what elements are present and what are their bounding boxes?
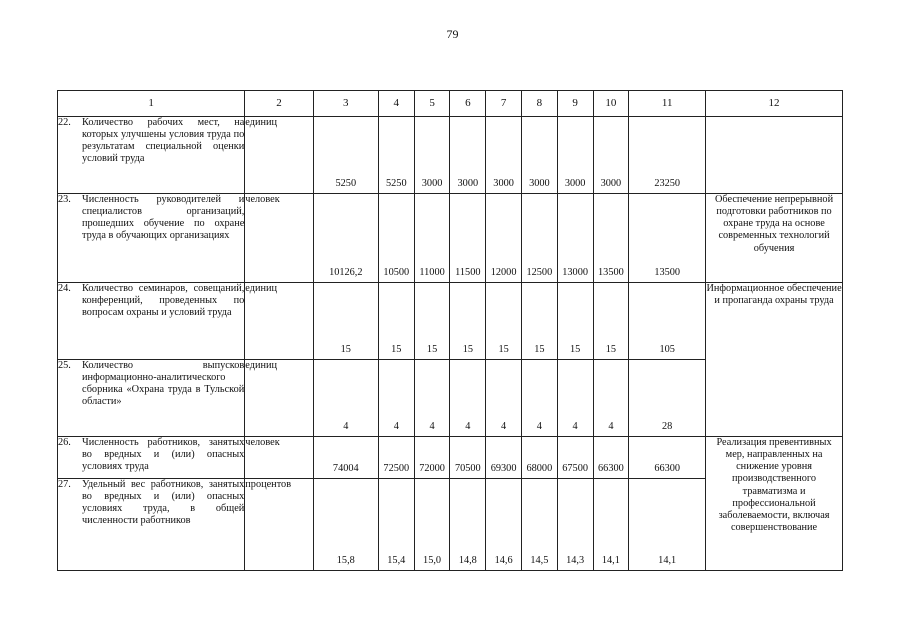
indicator-name-cell [58, 194, 245, 283]
column-header: 1 [58, 91, 245, 117]
value-cell: 5250 [378, 117, 414, 194]
total-value-cell: 66300 [629, 437, 706, 479]
column-header: 12 [706, 91, 843, 117]
value-cell: 14,1 [593, 479, 629, 571]
header-row [58, 91, 843, 117]
value-cell: 3000 [414, 117, 450, 194]
value-cell: 72000 [414, 437, 450, 479]
value-cell: 3000 [486, 117, 522, 194]
value-cell: 11000 [414, 194, 450, 283]
value-cell: 74004 [313, 437, 378, 479]
total-value-cell: 14,1 [629, 479, 706, 571]
note-cell: Обеспечение непрерывной подготовки работников по охране труда на основе современных технологий обучения [706, 194, 843, 283]
indicator-name: Количество рабочих мест, на которых улучшены условия труда по результатам специальной оценки условий труда [82, 117, 245, 165]
column-header: 4 [378, 91, 414, 117]
value-cell: 13500 [593, 194, 629, 283]
value-cell: 12500 [521, 194, 557, 283]
column-header: 9 [557, 91, 593, 117]
indicator-name: Удельный вес работников, занятых во вредных и (или) опасных условиях труда, в общей численности работников [82, 479, 245, 527]
value-cell: 14,5 [521, 479, 557, 571]
value-cell: 70500 [450, 437, 486, 479]
column-header: 10 [593, 91, 629, 117]
value-cell: 15 [450, 283, 486, 360]
value-cell: 15 [521, 283, 557, 360]
value-cell: 4 [557, 360, 593, 437]
unit-cell: единиц [245, 360, 313, 437]
value-cell: 11500 [450, 194, 486, 283]
value-cell: 4 [521, 360, 557, 437]
column-header: 11 [629, 91, 706, 117]
page-number: 79 [446, 27, 459, 41]
unit-cell: человек [245, 194, 313, 283]
table-row [58, 117, 843, 194]
total-value-cell: 23250 [629, 117, 706, 194]
value-cell: 4 [486, 360, 522, 437]
total-value-cell: 28 [629, 360, 706, 437]
row-number: 24. [58, 283, 71, 294]
unit-cell: единиц [245, 117, 313, 194]
note-cell [706, 117, 843, 194]
row-number: 25. [58, 360, 71, 371]
value-cell: 10126,2 [313, 194, 378, 283]
indicator-name: Численность работников, занятых во вредных и (или) опасных условиях труда [82, 437, 245, 473]
value-cell: 15 [313, 283, 378, 360]
value-cell: 15 [414, 283, 450, 360]
note-cell: Реализация превентивных мер, направленных на снижение уровня производственного травматизма и профессиональной заболеваемости, включая совершенствование [706, 437, 843, 571]
row-number: 26. [58, 437, 71, 448]
row-number: 27. [58, 479, 71, 490]
row-number: 23. [58, 194, 71, 205]
indicator-name-cell [58, 117, 245, 194]
indicator-name-cell [58, 283, 245, 360]
column-header: 5 [414, 91, 450, 117]
column-header: 8 [521, 91, 557, 117]
value-cell: 15 [557, 283, 593, 360]
value-cell: 3000 [593, 117, 629, 194]
total-value-cell: 13500 [629, 194, 706, 283]
column-header: 6 [450, 91, 486, 117]
value-cell: 15 [486, 283, 522, 360]
value-cell: 69300 [486, 437, 522, 479]
indicator-name: Количество семинаров, совещаний, конференций, проведенных по вопросам охраны и условий труда [82, 283, 245, 319]
unit-cell: единиц [245, 283, 313, 360]
value-cell: 15 [378, 283, 414, 360]
column-header: 2 [245, 91, 313, 117]
indicator-name-cell [58, 360, 245, 437]
table-row [58, 437, 843, 479]
indicator-name-cell [58, 479, 245, 571]
value-cell: 4 [593, 360, 629, 437]
value-cell: 4 [378, 360, 414, 437]
column-header: 7 [486, 91, 522, 117]
value-cell: 15,0 [414, 479, 450, 571]
value-cell: 67500 [557, 437, 593, 479]
indicators-table [57, 90, 843, 571]
value-cell: 72500 [378, 437, 414, 479]
value-cell: 14,3 [557, 479, 593, 571]
value-cell: 12000 [486, 194, 522, 283]
value-cell: 15 [593, 283, 629, 360]
indicator-name-cell [58, 437, 245, 479]
value-cell: 14,8 [450, 479, 486, 571]
table-row [58, 283, 843, 360]
table-row [58, 194, 843, 283]
value-cell: 3000 [557, 117, 593, 194]
value-cell: 10500 [378, 194, 414, 283]
value-cell: 5250 [313, 117, 378, 194]
column-header: 3 [313, 91, 378, 117]
total-value-cell: 105 [629, 283, 706, 360]
row-number: 22. [58, 117, 71, 128]
value-cell: 4 [313, 360, 378, 437]
value-cell: 14,6 [486, 479, 522, 571]
value-cell: 3000 [521, 117, 557, 194]
indicator-name: Количество выпусков информационно-аналитического сборника «Охрана труда в Тульской области» [82, 360, 245, 408]
value-cell: 68000 [521, 437, 557, 479]
unit-cell: человек [245, 437, 313, 479]
value-cell: 3000 [450, 117, 486, 194]
value-cell: 15,8 [313, 479, 378, 571]
value-cell: 13000 [557, 194, 593, 283]
value-cell: 4 [450, 360, 486, 437]
note-cell: Информационное обеспечение и пропаганда охраны труда [706, 283, 843, 437]
indicator-name: Численность руководителей и специалистов организаций, прошедших обучение по охране труда в обучающих организациях [82, 194, 245, 242]
value-cell: 15,4 [378, 479, 414, 571]
value-cell: 4 [414, 360, 450, 437]
value-cell: 66300 [593, 437, 629, 479]
unit-cell: процентов [245, 479, 313, 571]
